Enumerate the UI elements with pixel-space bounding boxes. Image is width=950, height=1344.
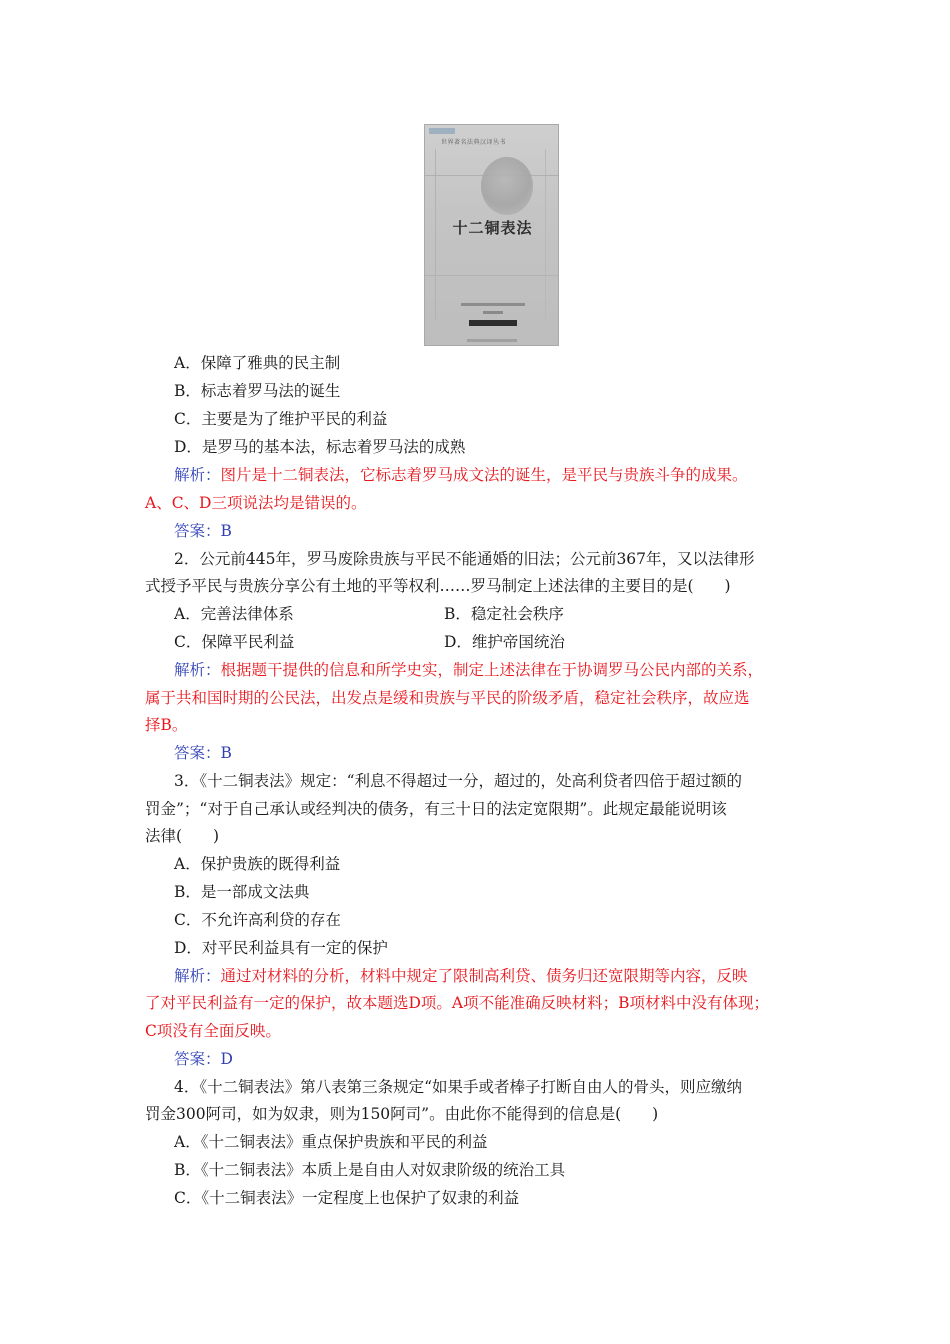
q3-option-b: B．是一部成文法典 [174,883,310,901]
q2-stem-line: 2．公元前445年，罗马废除贵族与平民不能通婚的旧法；公元前367年，又以法律形 [174,550,755,568]
q2-analysis-line [174,660,763,680]
analysis-label: 解析： [174,661,221,679]
q2-option-b: B．稳定社会秩序 [444,605,564,623]
q3-analysis-line [174,966,748,986]
analysis-text: 根据题干提供的信息和所学史实，制定上述法律在于协调罗马公民内部的关系， [220,661,764,679]
q3-option-a: A．保护贵族的既得利益 [174,855,341,873]
q1-option-c: C．主要是为了维护平民的利益 [174,410,388,428]
portrait-medallion [481,157,533,215]
cover-decoration [425,275,559,276]
analysis-text: 图片是十二铜表法，它标志着罗马成文法的诞生，是平民与贵族斗争的成果。 [220,466,748,484]
q2-analysis-line: 属于共和国时期的公民法，出发点是缓和贵族与平民的阶级矛盾，稳定社会秩序，故应选 [145,689,750,707]
q1-answer: 答案：B [174,522,232,540]
analysis-label: 解析： [174,466,221,484]
publisher-logo [429,128,455,134]
q2-stem-line: 式授予平民与贵族分享公有土地的平等权利……罗马制定上述法律的主要目的是( ) [145,577,731,595]
q3-answer: 答案：D [174,1050,233,1068]
cover-decoration [461,303,525,306]
cover-publisher-band [469,320,517,326]
q1-option-a: A．保障了雅典的民主制 [174,354,341,372]
q1-option-b: B．标志着罗马法的诞生 [174,382,341,400]
q3-stem-line: 罚金”；“对于自己承认或经判决的债务，有三十日的法定宽限期”。此规定最能说明该 [145,800,727,818]
q3-option-c: C．不允许高利贷的存在 [174,911,341,929]
q3-option-d: D．对平民利益具有一定的保护 [174,939,388,957]
q2-analysis-line: 择B。 [145,716,188,734]
q1-analysis-line: A、C、D三项说法均是错误的。 [145,494,367,512]
q2-option-a: A．完善法律体系 [174,605,294,623]
q3-analysis-line: C项没有全面反映。 [145,1022,281,1040]
q3-analysis-line: 了对平民利益有一定的保护，故本题选D项。A项不能准确反映材料；B项材料中没有体现； [145,994,770,1012]
cover-decoration [483,311,503,314]
q2-option-c: C．保障平民利益 [174,633,295,651]
book-cover-image [424,124,559,346]
q4-option-a: A．《十二铜表法》重点保护贵族和平民的利益 [174,1133,488,1151]
analysis-text: 通过对材料的分析，材料中规定了限制高利贷、债务归还宽限期等内容，反映 [220,967,748,985]
q4-stem-line: 4．《十二铜表法》第八表第三条规定“如果手或者棒子打断自由人的骨头，则应缴纳 [174,1078,743,1096]
q2-answer: 答案：B [174,744,232,762]
q3-stem-line: 3．《十二铜表法》规定：“利息不得超过一分，超过的，处高利贷者四倍于超过额的 [174,772,743,790]
cover-title: 十二铜表法 [452,219,533,237]
q4-option-b: B．《十二铜表法》本质上是自由人对奴隶阶级的统治工具 [174,1161,566,1179]
q4-stem-line: 罚金300阿司，如为奴隶，则为150阿司”。由此你不能得到的信息是( ) [145,1105,659,1123]
q3-stem-line: 法律( ) [145,827,220,845]
q1-analysis-line [174,465,748,485]
q4-option-c: C．《十二铜表法》一定程度上也保护了奴隶的利益 [174,1189,520,1207]
q1-option-d: D．是罗马的基本法，标志着罗马法的成熟 [174,438,466,456]
q2-option-d: D．维护帝国统治 [444,633,565,651]
cover-decoration [467,339,517,342]
analysis-label: 解析： [174,967,221,985]
cover-series-text: 世界著名法典汉译丛书 [441,139,507,146]
